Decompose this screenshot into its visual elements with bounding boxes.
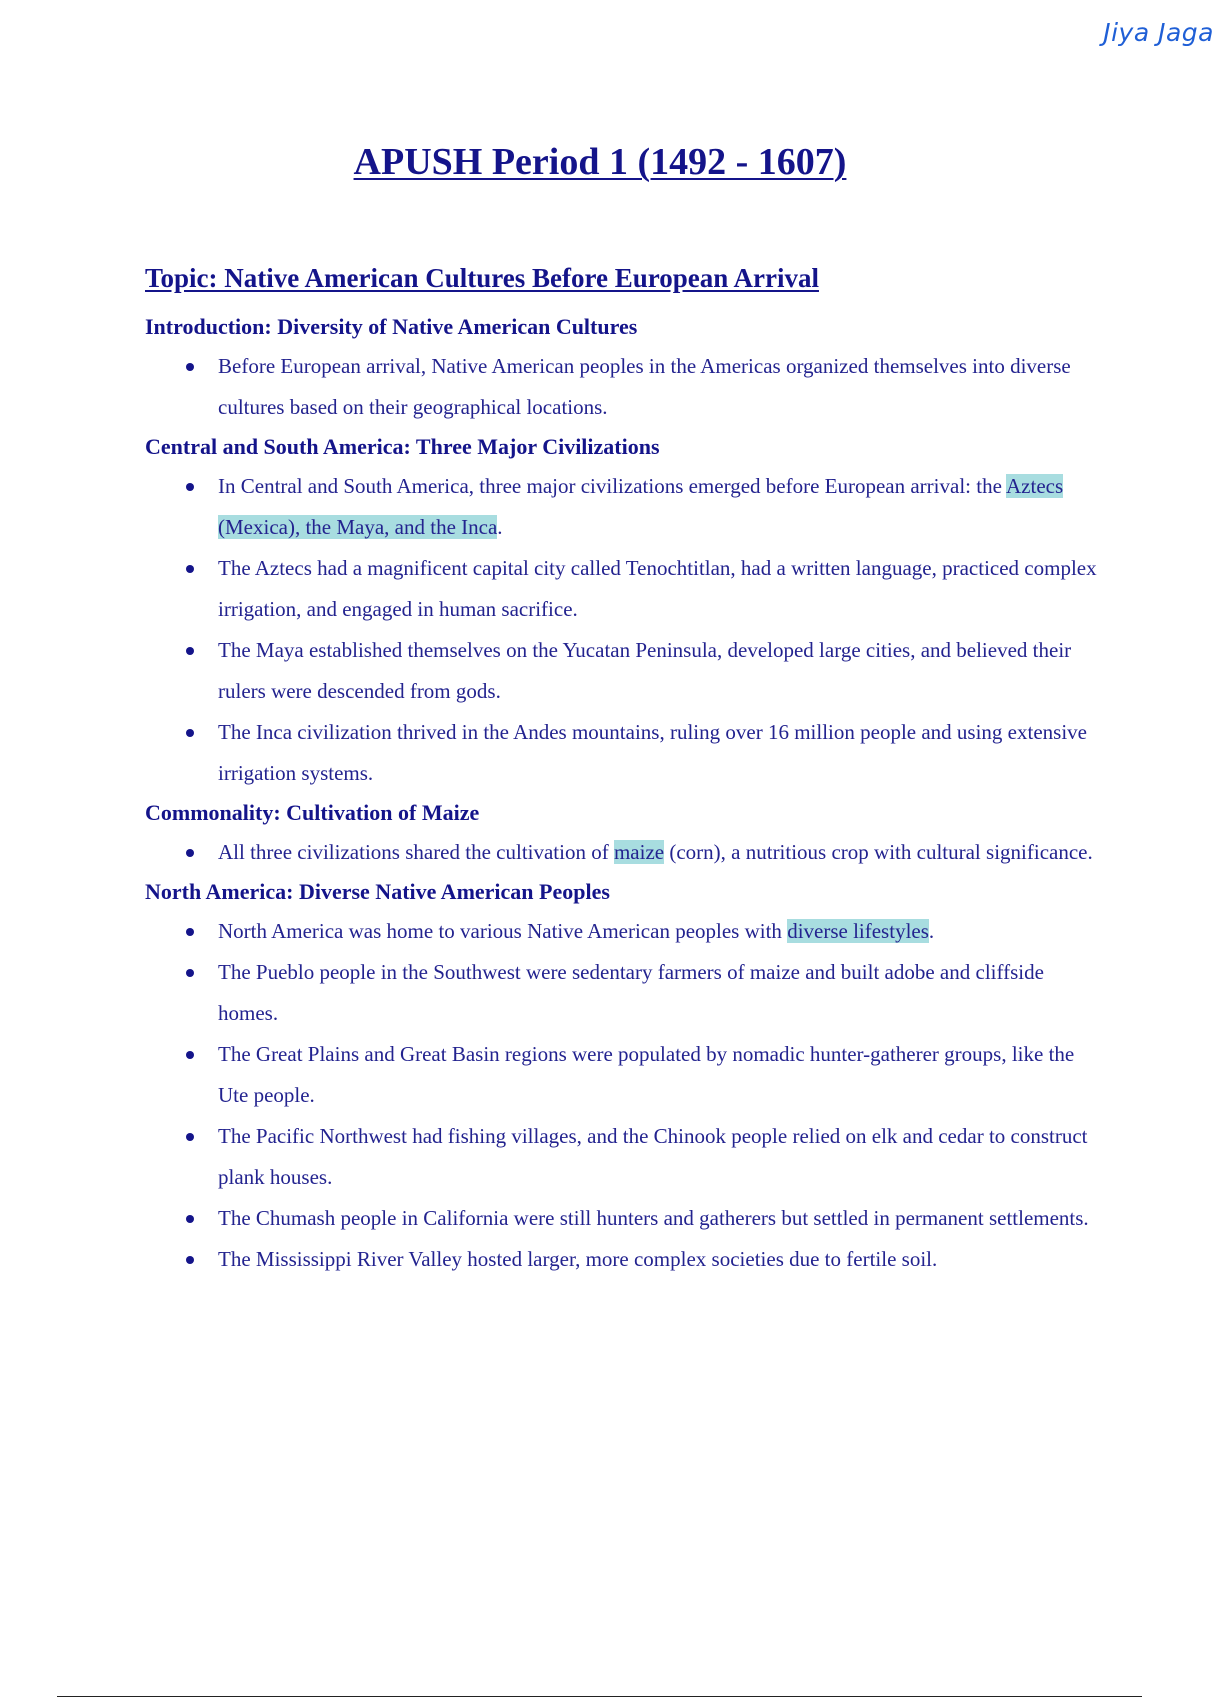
list-item	[145, 630, 1105, 712]
bullet-icon	[186, 647, 194, 655]
bullet-icon	[186, 849, 194, 857]
section-heading: North America: Diverse Native American Peoples	[145, 879, 610, 904]
highlighted-text: Aztecs (Mexica), the Maya, and the Inca	[218, 474, 1064, 539]
list-item	[145, 1116, 1105, 1198]
bullet-list	[145, 911, 1105, 1280]
bullet-text: Before European arrival, Native American peoples in the Americas organized themselves into diverse cultures based on their geographical locations.	[218, 354, 1071, 419]
bullet-icon	[186, 729, 194, 737]
bullet-icon	[186, 565, 194, 573]
page-bottom-rule	[57, 1696, 1142, 1697]
bullet-icon	[186, 1051, 194, 1059]
list-item	[145, 1198, 1105, 1239]
bullet-text: All three civilizations shared the cultivation of	[218, 840, 614, 864]
bullet-text: In Central and South America, three major civilizations emerged before European arrival: the	[218, 474, 1006, 498]
author-signature: Jiya Jaga	[1103, 18, 1214, 47]
list-item	[145, 1034, 1105, 1116]
bullet-icon	[186, 483, 194, 491]
sections-container	[145, 308, 1105, 1280]
bullet-text: The Mississippi River Valley hosted larger, more complex societies due to fertile soil.	[218, 1247, 938, 1271]
bullet-icon	[186, 969, 194, 977]
bullet-text: The Pueblo people in the Southwest were sedentary farmers of maize and built adobe and cliffside homes.	[218, 960, 1044, 1025]
list-item	[145, 548, 1105, 630]
bullet-text: The Great Plains and Great Basin regions were populated by nomadic hunter-gatherer groups, like the Ute people.	[218, 1042, 1075, 1107]
bullet-text: North America was home to various Native American peoples with	[218, 919, 788, 943]
bullet-icon	[186, 928, 194, 936]
list-item	[145, 832, 1105, 873]
bullet-text: The Inca civilization thrived in the Andes mountains, ruling over 16 million people and using extensive irrigation systems.	[218, 720, 1087, 785]
bullet-text: The Pacific Northwest had fishing villages, and the Chinook people relied on elk and cedar to construct plank houses.	[218, 1124, 1088, 1189]
section-heading: Introduction: Diversity of Native American Cultures	[145, 314, 638, 339]
bullet-icon	[186, 1133, 194, 1141]
topic-heading: Topic: Native American Cultures Before European Arrival	[145, 263, 819, 293]
highlighted-text: diverse lifestyles	[787, 919, 929, 943]
bullet-text: (corn), a nutritious crop with cultural significance.	[664, 840, 1093, 864]
section-heading: Commonality: Cultivation of Maize	[145, 800, 480, 825]
bullet-icon	[186, 1256, 194, 1264]
list-item	[145, 712, 1105, 794]
bullet-text: The Chumash people in California were still hunters and gatherers but settled in permanent settlements.	[218, 1206, 1089, 1230]
bullet-icon	[186, 1215, 194, 1223]
bullet-text: .	[928, 919, 935, 943]
section-heading: Central and South America: Three Major Civilizations	[145, 434, 660, 459]
document-body	[145, 258, 1105, 1280]
document-title: APUSH Period 1 (1492 - 1607)	[353, 141, 847, 183]
bullet-text: The Aztecs had a magnificent capital city called Tenochtitlan, had a written language, practiced complex irrigation, and engaged in human sacrifice.	[218, 556, 1097, 621]
bullet-icon	[186, 363, 194, 371]
list-item	[145, 346, 1105, 428]
list-item	[145, 952, 1105, 1034]
bullet-text: .	[497, 515, 503, 539]
list-item	[145, 911, 1105, 952]
list-item	[145, 466, 1105, 548]
bullet-list	[145, 346, 1105, 428]
bullet-text: The Maya established themselves on the Yucatan Peninsula, developed large cities, and believed their rulers were descended from gods.	[218, 638, 1072, 703]
highlighted-text: maize	[613, 840, 665, 864]
bullet-list	[145, 466, 1105, 794]
list-item	[145, 1239, 1105, 1280]
bullet-list	[145, 832, 1105, 873]
